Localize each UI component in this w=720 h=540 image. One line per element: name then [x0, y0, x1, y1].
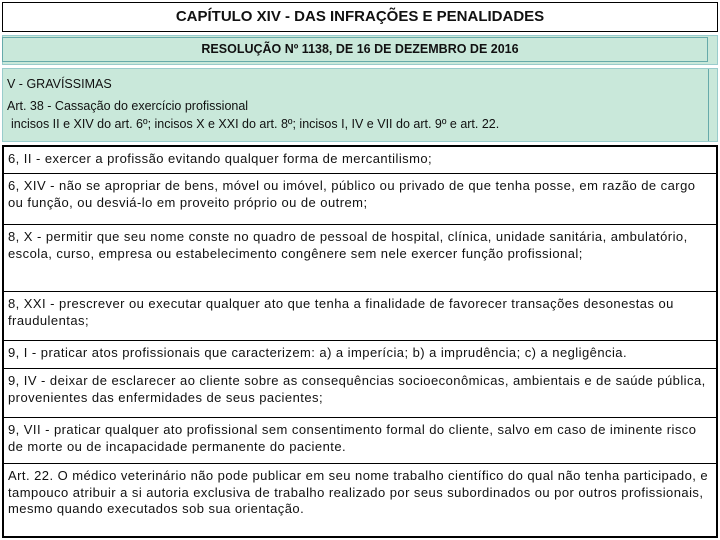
incisos-label: incisos II e XIV do art. 6º; incisos X e XXI do art. 8º; incisos I, IV e VII do art. 9º e art. 22.	[11, 117, 500, 131]
penalty-info-panel	[2, 68, 718, 142]
infractions-list	[2, 145, 718, 538]
list-item: 9, VII - praticar qualquer ato profissional sem consentimento formal do cliente, salvo em caso de iminente risco de morte ou de incapacidade permanente do paciente.	[4, 417, 716, 455]
list-item: Art. 22. O médico veterinário não pode publicar em seu nome trabalho científico do qual não tenha participado, e tampouco atribuir a si autoria exclusiva de trabalho realizado por seus subordinados ou por outros profissionais, mesmo quando executados sob sua orientação.	[4, 463, 716, 518]
article-label: Art. 38 - Cassação do exercício profissional	[7, 99, 249, 113]
resolution-header: RESOLUÇÃO Nº 1138, DE 16 DE DEZEMBRO DE 2016	[2, 35, 718, 65]
list-item: 9, I - praticar atos profissionais que caracterizem: a) a imperícia; b) a imprudência; c) a negligência.	[4, 340, 716, 362]
chapter-title: CAPÍTULO XIV - DAS INFRAÇÕES E PENALIDADES	[2, 2, 718, 32]
list-item: 6, XIV - não se apropriar de bens, móvel ou imóvel, público ou privado de que tenha posse, em razão de cargo ou função, ou desviá-lo em proveito próprio ou de outrem;	[4, 173, 716, 211]
list-item: 9, IV - deixar de esclarecer ao cliente sobre as consequências socioeconômicas, ambientais e de saúde pública, provenientes das enfermidades de seus pacientes;	[4, 368, 716, 406]
list-item: 8, XXI - prescrever ou executar qualquer ato que tenha a finalidade de favorecer transações desonestas ou fraudulentas;	[4, 291, 716, 329]
list-item: 8, X - permitir que seu nome conste no quadro de pessoal de hospital, clínica, unidade sanitária, ambulatório, escola, curso, empresa ou estabelecimento congênere sem nele exercer função profissional;	[4, 224, 716, 262]
severity-label: V - GRAVÍSSIMAS	[7, 77, 112, 91]
list-item: 6, II - exercer a profissão evitando qualquer forma de mercantilismo;	[8, 151, 433, 166]
